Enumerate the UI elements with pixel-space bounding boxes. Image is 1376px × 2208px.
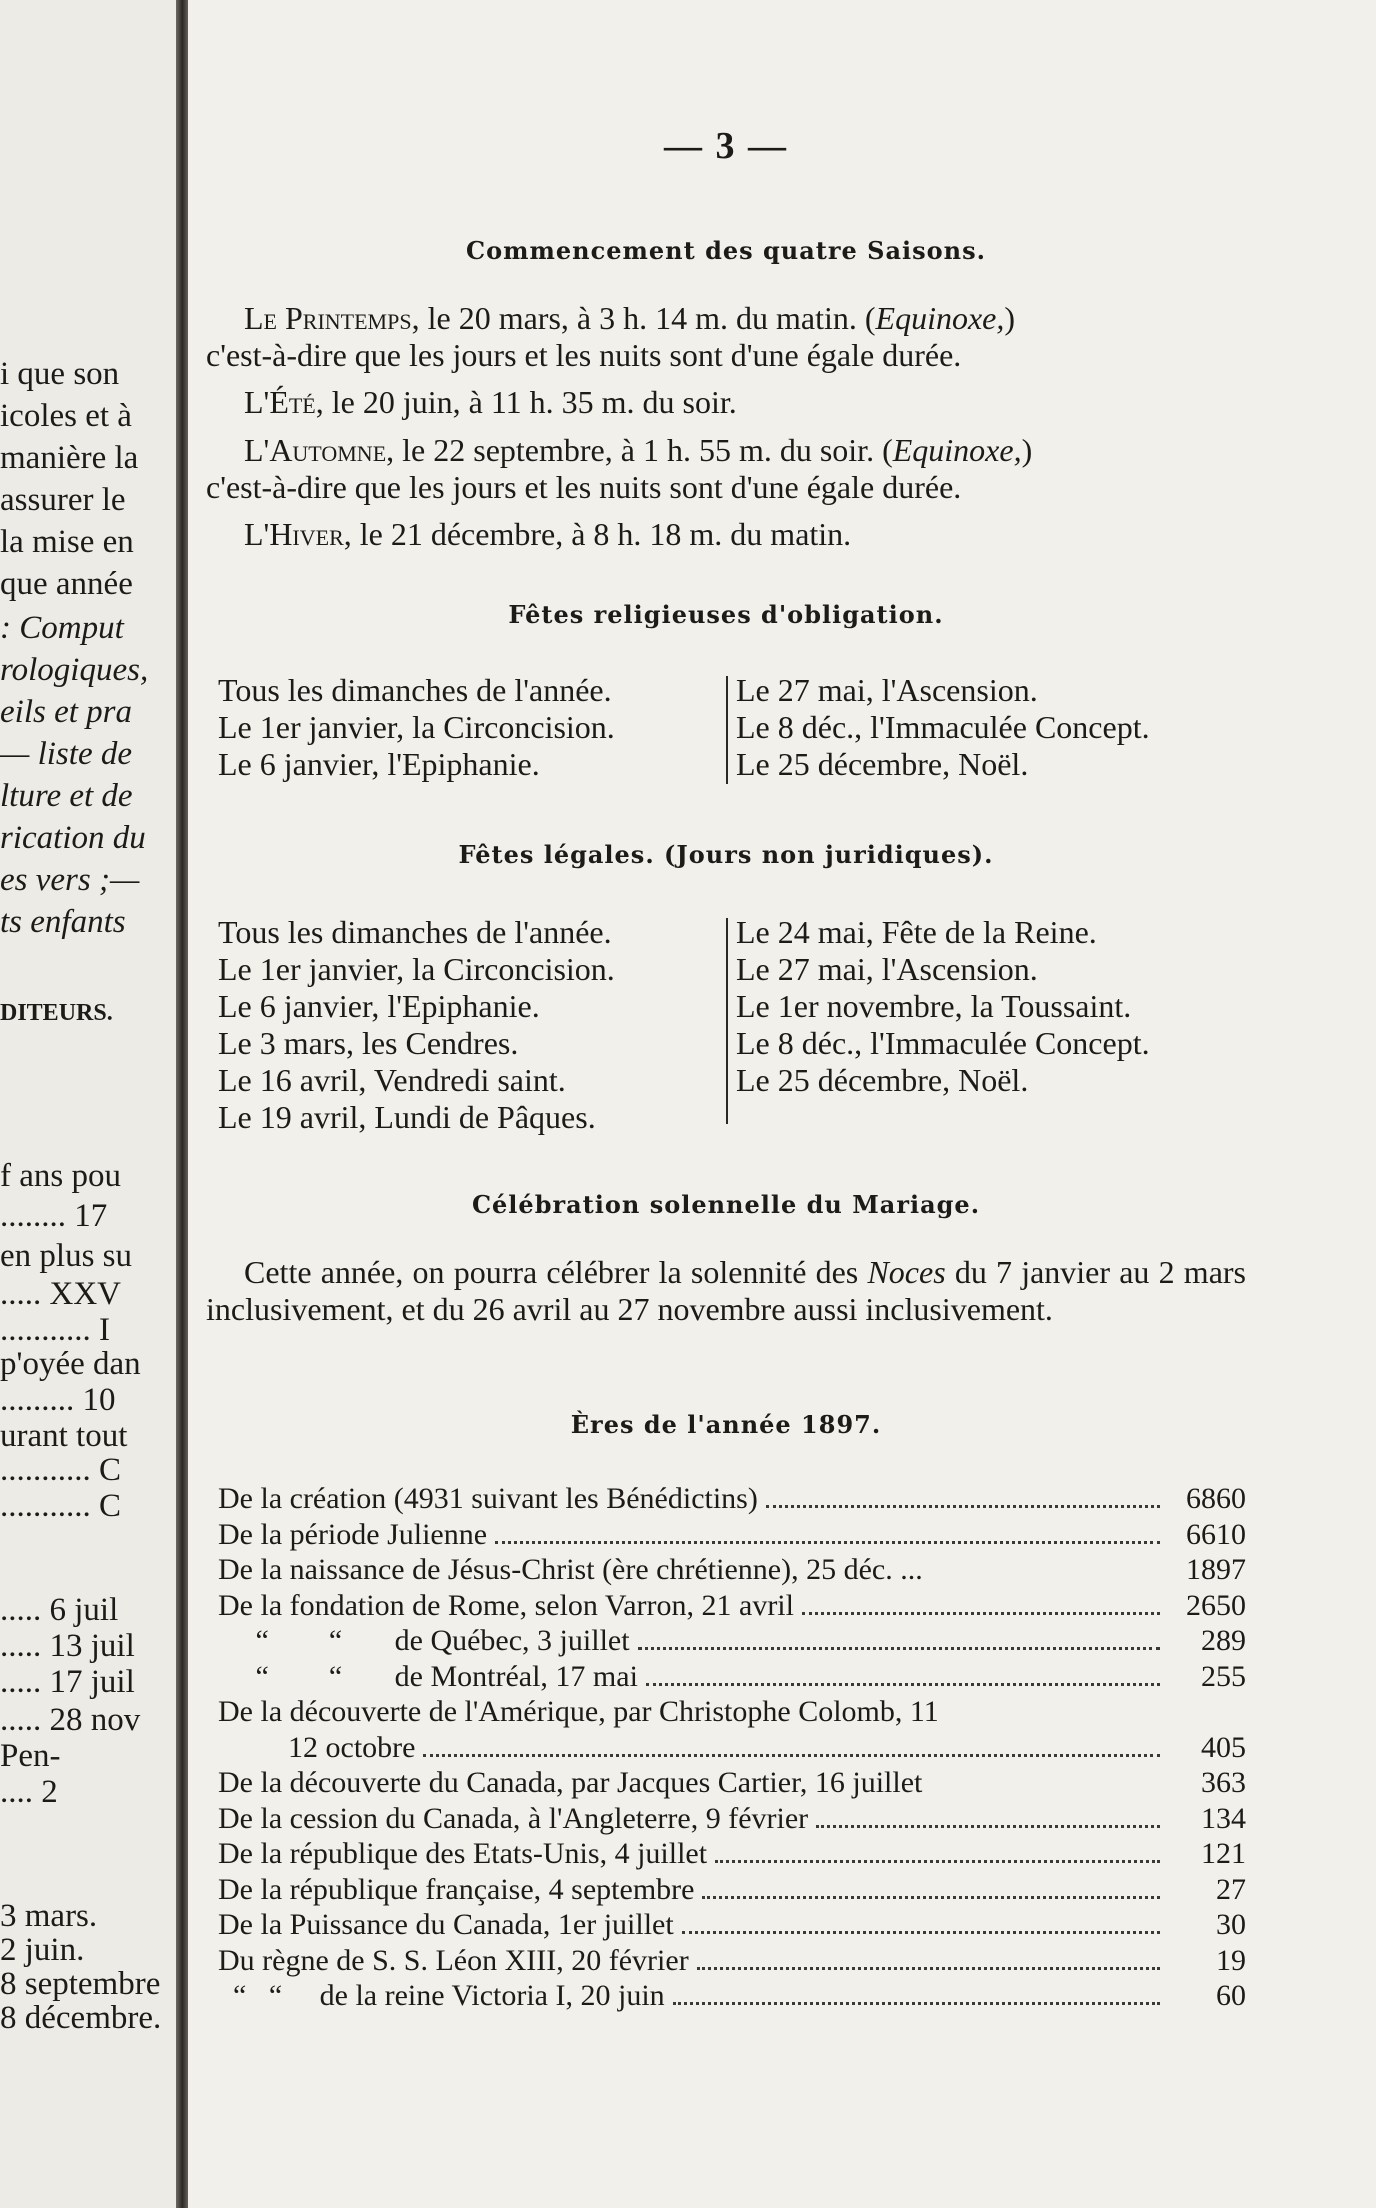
era-value: 2650 [1186, 1588, 1246, 1622]
dot-leader [702, 1896, 1160, 1899]
era-row [218, 1942, 1246, 1978]
era-label: De la fondation de Rome, selon Varron, 21 avril [218, 1588, 794, 1622]
list-item: Le 6 janvier, l'Epiphanie. [218, 988, 540, 1024]
facing-page-line: ........... C [0, 1452, 122, 1488]
era-row [218, 1977, 1246, 2013]
facing-page-line: .... 2 [0, 1774, 58, 1810]
facing-page-line: que année [0, 566, 133, 602]
facing-page-line: ......... 10 [0, 1382, 116, 1418]
era-label: “ “ de Québec, 3 juillet [218, 1624, 630, 1657]
mariage-text-cont: du 7 janvier au 2 mars inclusivement, et du 26 avril au 27 novembre aussi inclusivement. [206, 1254, 1247, 1327]
era-label: “ “ de la reine Victoria I, 20 juin [218, 1979, 665, 2012]
season-hiver [206, 516, 1246, 553]
era-value: 134 [1201, 1801, 1246, 1835]
era-label: “ “ de Montréal, 17 mai [218, 1659, 638, 1693]
facing-page-line: eils et pra [0, 694, 132, 730]
era-value: 6860 [1186, 1482, 1246, 1515]
heading-fetes-legales: Fêtes légales. (Jours non juridiques). [458, 840, 994, 869]
list-item: Le 19 avril, Lundi de Pâques. [218, 1099, 596, 1135]
facing-page-line: p'oyée dan [0, 1346, 141, 1382]
list-item: Tous les dimanches de l'année. [218, 914, 612, 950]
list-item: Le 25 décembre, Noël. [736, 746, 1029, 782]
dot-leader [697, 1967, 1160, 1970]
era-row [218, 1480, 1246, 1516]
season-printemps [206, 300, 1246, 374]
list-item: Le 1er janvier, la Circoncision. [218, 951, 615, 987]
era-row [218, 1835, 1246, 1871]
era-label: De la découverte du Canada, par Jacques Cartier, 16 juillet [218, 1766, 923, 1799]
era-row [218, 1622, 1246, 1658]
list-item: Le 24 mai, Fête de la Reine. [736, 914, 1097, 950]
facing-page-line: rication du [0, 820, 146, 856]
facing-page-line: assurer le [0, 482, 126, 518]
dot-leader [816, 1825, 1160, 1828]
season-name: Le Printemps [244, 300, 412, 336]
dot-leader [682, 1931, 1160, 1934]
heading-eres: Ères de l'année 1897. [570, 1410, 882, 1439]
era-label: De la découverte de l'Amérique, par Christophe Colomb, 11 [218, 1695, 939, 1728]
dot-leader [802, 1612, 1160, 1615]
eras-table [218, 1480, 1246, 2013]
mariage-text: Cette année, on pourra célébrer la solennité des [244, 1254, 868, 1290]
facing-page-line: manière la [0, 440, 139, 476]
page-number: — 3 — [664, 125, 788, 167]
column-divider [726, 918, 728, 1124]
facing-page-line: en plus su [0, 1238, 132, 1274]
heading-mariage: Célébration solennelle du Mariage. [471, 1190, 981, 1219]
heading-fetes-religieuses: Fêtes religieuses d'obligation. [508, 600, 944, 629]
facing-page-line: ..... 28 nov [0, 1702, 141, 1738]
column-divider [726, 676, 728, 784]
season-name: L'Automne [244, 432, 387, 468]
facing-page-line: 8 septembre [0, 1966, 161, 2002]
list-item: Le 27 mai, l'Ascension. [736, 672, 1038, 708]
era-value: 1897 [1186, 1553, 1246, 1586]
fetes-religieuses-right [736, 672, 1256, 783]
era-row [218, 1516, 1246, 1552]
facing-page-line: — liste de [0, 736, 132, 772]
era-row [218, 1906, 1246, 1942]
era-value: 30 [1216, 1908, 1246, 1941]
list-item: Le 25 décembre, Noël. [736, 1062, 1029, 1098]
era-value: 19 [1216, 1943, 1246, 1977]
list-item: Le 8 déc., l'Immaculée Concept. [736, 709, 1150, 745]
facing-page-line: ........... C [0, 1488, 122, 1524]
list-item: Tous les dimanches de l'année. [218, 672, 612, 708]
season-text: , le 21 décembre, à 8 h. 18 m. du matin. [343, 516, 852, 552]
fetes-legales-left [218, 914, 718, 1136]
era-row [218, 1658, 1246, 1694]
facing-page-line: i que son [0, 356, 120, 392]
era-label: De la naissance de Jésus-Christ (ère chrétienne), 25 déc. ... [218, 1553, 923, 1586]
facing-page-line: icoles et à [0, 398, 132, 434]
season-automne [206, 432, 1246, 506]
era-label: De la cession du Canada, à l'Angleterre, 9 février [218, 1801, 809, 1835]
era-value: 289 [1201, 1624, 1246, 1657]
facing-page-line: es vers ;— [0, 862, 140, 898]
era-row [218, 1871, 1246, 1907]
facing-page-line: Pen- [0, 1738, 61, 1774]
mariage-paragraph [206, 1254, 1246, 1328]
season-name: L'Hiver [244, 516, 344, 552]
list-item: Le 3 mars, les Cendres. [218, 1025, 519, 1061]
era-label: De la république des Etats-Unis, 4 juillet [218, 1837, 708, 1870]
era-label: Du règne de S. S. Léon XIII, 20 février [218, 1943, 689, 1977]
era-label: De la république française, 4 septembre [218, 1872, 695, 1906]
era-value: 121 [1201, 1837, 1246, 1870]
book-page [188, 0, 1376, 2208]
season-text-cont: c'est-à-dire que les jours et les nuits sont d'une égale durée. [206, 469, 962, 505]
era-value: 60 [1216, 1979, 1246, 2012]
facing-page-line: ........ 17 [0, 1198, 108, 1234]
era-value: 6610 [1186, 1517, 1246, 1551]
facing-page-line: 2 juin. [0, 1932, 85, 1968]
era-label: De la période Julienne [218, 1517, 488, 1551]
era-row [218, 1729, 1246, 1765]
list-item: Le 1er janvier, la Circoncision. [218, 709, 615, 745]
era-value: 405 [1201, 1730, 1246, 1764]
dot-leader [673, 2002, 1160, 2005]
dot-leader [423, 1754, 1160, 1757]
fetes-legales-right [736, 914, 1256, 1099]
season-text: , le 20 mars, à 3 h. 14 m. du matin. ( [411, 300, 876, 336]
era-value: 255 [1201, 1659, 1246, 1693]
season-term: Equinoxe, [892, 432, 1022, 468]
facing-page-line: ts enfants [0, 904, 126, 940]
facing-page-line: DITEURS. [0, 1000, 113, 1026]
list-item: Le 8 déc., l'Immaculée Concept. [736, 1025, 1150, 1061]
era-label: 12 octobre [288, 1730, 416, 1764]
era-row [218, 1587, 1246, 1623]
season-ete [206, 384, 1246, 421]
dot-leader [638, 1647, 1160, 1650]
heading-seasons: Commencement des quatre Saisons. [466, 236, 986, 265]
era-row [218, 1693, 1246, 1729]
facing-page-line: : Comput [0, 610, 124, 646]
season-text: , le 22 septembre, à 1 h. 55 m. du soir. ( [386, 432, 893, 468]
dot-leader [495, 1541, 1160, 1544]
era-row [218, 1551, 1246, 1587]
fetes-religieuses-left [218, 672, 718, 783]
facing-page-line: 3 mars. [0, 1898, 98, 1934]
facing-page-line: urant tout [0, 1418, 128, 1454]
facing-page-line: ........... I [0, 1312, 110, 1348]
dot-leader [715, 1860, 1160, 1863]
era-value: 27 [1216, 1872, 1246, 1906]
facing-page-line: lture et de [0, 778, 133, 814]
season-text-cont: c'est-à-dire que les jours et les nuits sont d'une égale durée. [206, 337, 962, 373]
list-item: Le 27 mai, l'Ascension. [736, 951, 1038, 987]
facing-page-line: rologiques, [0, 652, 149, 688]
facing-page-fragment [0, 0, 182, 2208]
facing-page-line: 8 décembre. [0, 2000, 162, 2036]
dot-leader [766, 1505, 1160, 1508]
page-content [206, 0, 1246, 2208]
facing-page-line: ..... 17 juil [0, 1664, 135, 1700]
season-text: , le 20 juin, à 11 h. 35 m. du soir. [315, 384, 737, 420]
era-value: 363 [1201, 1766, 1246, 1799]
list-item: Le 1er novembre, la Toussaint. [736, 988, 1132, 1024]
mariage-term: Noces [867, 1254, 946, 1290]
season-paren: ) [1004, 300, 1016, 336]
facing-page-line: la mise en [0, 524, 134, 560]
season-paren: ) [1021, 432, 1033, 468]
era-row [218, 1764, 1246, 1800]
facing-page-line: f ans pou [0, 1158, 121, 1194]
era-label: De la Puissance du Canada, 1er juillet [218, 1908, 674, 1941]
era-row [218, 1800, 1246, 1836]
list-item: Le 16 avril, Vendredi saint. [218, 1062, 566, 1098]
season-name: L'Été [244, 384, 316, 420]
dot-leader [646, 1683, 1160, 1686]
season-term: Equinoxe, [875, 300, 1005, 336]
era-label: De la création (4931 suivant les Bénédictins) [218, 1482, 758, 1515]
facing-page-line: ..... 13 juil [0, 1628, 135, 1664]
facing-page-line: ..... 6 juil [0, 1592, 119, 1628]
list-item: Le 6 janvier, l'Epiphanie. [218, 746, 540, 782]
facing-page-line: ..... XXV [0, 1276, 121, 1312]
